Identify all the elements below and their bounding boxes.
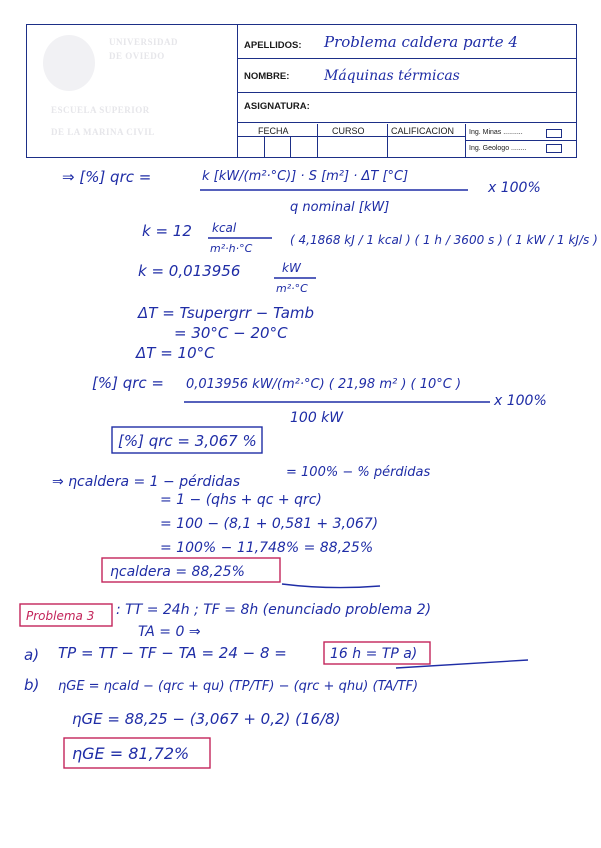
efficiency-step-2: = 100 − (8,1 + 0,581 + 3,067): [160, 516, 379, 532]
part-b-label: b): [24, 676, 40, 694]
problem-label: Problema 3: [26, 609, 95, 623]
asignatura-label: ASIGNATURA:: [244, 101, 310, 112]
formula-times-100: x 100%: [488, 180, 541, 196]
k-unit-num: kcal: [212, 221, 237, 235]
formula-percent-qrc: ⇒ [%] qrc =: [62, 168, 152, 186]
delta-t-sub: = 30°C − 20°C: [174, 324, 288, 342]
apellidos-value: Problema caldera parte 4: [324, 33, 518, 51]
apellidos-label: APELLIDOS:: [244, 40, 302, 51]
k-result-unit-num: kW: [282, 261, 301, 275]
ing-geologo-label: Ing. Geologo ........: [469, 145, 527, 152]
nombre-label: NOMBRE:: [244, 71, 290, 82]
result-qrc: [%] qrc = 3,067 %: [118, 432, 257, 450]
part-a-label: a): [24, 646, 40, 664]
problem-givens: : TT = 24h ; TF = 8h (enunciado problema 2): [116, 602, 432, 618]
delta-t-result: ΔT = 10°C: [136, 344, 215, 362]
part-b-equation: ηGE = ηcald − (qrc + qu) (TP/TF) − (qrc + qhu) (TA/TF): [58, 679, 419, 694]
problem-ta: TA = 0 ⇒: [138, 624, 201, 640]
conversion-factors: ( 4,1868 kJ / 1 kcal ) ( 1 h / 3600 s ) ( 1 kW / 1 kJ/s ): [290, 233, 598, 247]
qrc-times-100: x 100%: [494, 393, 547, 409]
underline-stroke: [282, 584, 380, 588]
ing-minas-label: Ing. Minas ..........: [469, 129, 523, 136]
k-unit-den: m²·h·°C: [210, 242, 253, 255]
efficiency-step-3: = 100% − 11,748% = 88,25%: [160, 540, 374, 556]
logo-line: UNIVERSIDAD: [109, 37, 179, 47]
fecha-label: FECHA: [258, 126, 289, 136]
qrc-denominator: 100 kW: [290, 410, 344, 426]
logo-line: DE LA MARINA CIVIL: [51, 127, 155, 137]
curso-label: CURSO: [332, 126, 365, 136]
qrc-numerator: 0,013956 kW/(m²·°C) ( 21,98 m² ) ( 10°C ): [186, 377, 462, 392]
result-tp: 16 h = TP a): [330, 646, 418, 662]
formula-denominator: q nominal [kW]: [290, 200, 390, 215]
efficiency-def: ⇒ ηcaldera = 1 − pérdidas: [52, 474, 241, 490]
qrc-label: [%] qrc =: [92, 374, 164, 392]
efficiency-step-1: = 1 − (qhs + qc + qrc): [160, 492, 322, 508]
k-result: k = 0,013956: [138, 262, 241, 280]
nombre-value: Máquinas térmicas: [324, 68, 460, 84]
efficiency-def-percent: = 100% − % pérdidas: [286, 465, 431, 480]
k-result-unit-den: m²·°C: [276, 282, 308, 295]
calificacion-label: CALIFICACION: [391, 126, 455, 136]
logo-line: ESCUELA SUPERIOR: [51, 105, 150, 115]
logo-line: DE OVIEDO: [109, 51, 165, 61]
result-efficiency: ηcaldera = 88,25%: [110, 564, 245, 580]
result-ge: ηGE = 81,72%: [72, 744, 190, 763]
delta-t-def: ΔT = Tsupergrr − Tamb: [138, 304, 315, 322]
part-a-equation: TP = TT − TF − TA = 24 − 8 =: [58, 644, 287, 662]
part-b-substitution: ηGE = 88,25 − (3,067 + 0,2) (16/8): [72, 710, 341, 728]
formula-numerator: k [kW/(m²·°C)] · S [m²] · ΔT [°C]: [202, 169, 409, 184]
k-value: k = 12: [142, 222, 192, 240]
